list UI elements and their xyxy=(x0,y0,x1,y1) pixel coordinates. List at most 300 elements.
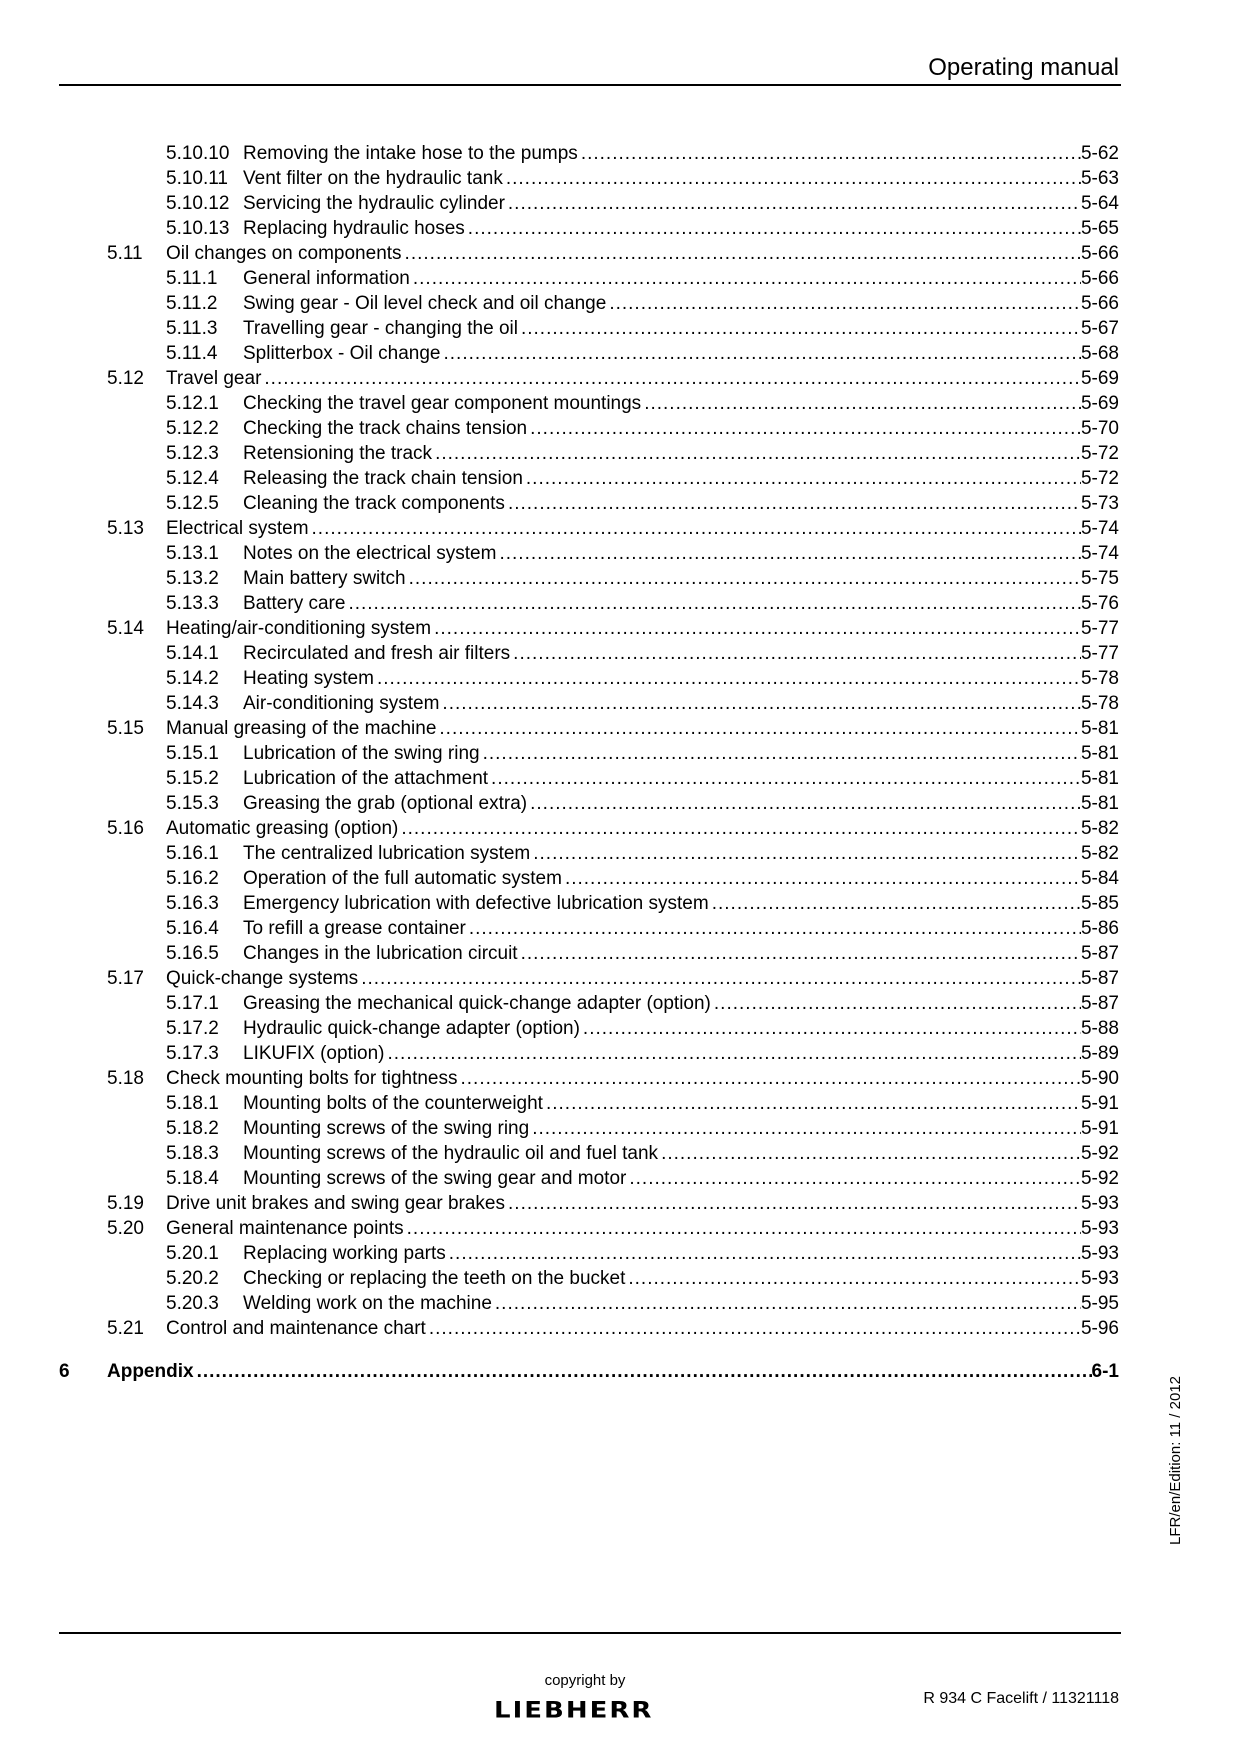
toc-entry-title: Air-conditioning system xyxy=(243,693,440,714)
toc-entry xyxy=(0,691,1240,716)
dot-leader xyxy=(625,1266,1081,1291)
toc-entry-title: Appendix xyxy=(107,1361,194,1382)
dot-leader xyxy=(404,1216,1081,1241)
toc-entry-number: 5.20.3 xyxy=(166,1293,219,1314)
toc-entry-title: To refill a grease container xyxy=(243,918,466,939)
toc-entry-line xyxy=(243,666,1119,691)
toc-entry-title: Checking the travel gear component mountings xyxy=(243,393,642,414)
toc-entry-line xyxy=(243,741,1119,766)
toc-entry-title: Electrical system xyxy=(166,518,309,539)
toc-entry-number: 5.10.13 xyxy=(166,218,230,239)
dot-leader xyxy=(523,466,1081,491)
toc-entry-title: The centralized lubrication system xyxy=(243,843,531,864)
toc-entry-title: Mounting bolts of the counterweight xyxy=(243,1093,543,1114)
toc-entry xyxy=(0,1241,1240,1266)
toc-entry-page: 5-87 xyxy=(1080,968,1119,989)
toc-entry xyxy=(0,166,1240,191)
toc-entry xyxy=(0,1141,1240,1166)
toc-entry-number: 5.15.2 xyxy=(166,768,219,789)
toc-entry-line xyxy=(243,266,1119,291)
toc-entry-page: 5-74 xyxy=(1080,518,1119,539)
toc-entry-number: 5.20.1 xyxy=(166,1243,219,1264)
toc-entry xyxy=(0,1041,1240,1066)
toc-entry-number: 5.15.3 xyxy=(166,793,219,814)
toc-entry-number: 5.20.2 xyxy=(166,1268,219,1289)
toc-entry-number: 5.18.1 xyxy=(166,1093,219,1114)
toc-entry xyxy=(0,941,1240,966)
dot-leader xyxy=(606,291,1081,316)
toc-entry-title: Checking or replacing the teeth on the bucket xyxy=(243,1268,626,1289)
toc-entry-page: 5-92 xyxy=(1080,1168,1119,1189)
toc-entry-number: 5.16.1 xyxy=(166,843,219,864)
toc-entry-page: 5-84 xyxy=(1080,868,1119,889)
toc-entry-number: 5.17 xyxy=(107,968,144,989)
toc-entry-line xyxy=(243,866,1119,891)
toc-entry-line xyxy=(243,1141,1119,1166)
toc-entry-page: 5-74 xyxy=(1080,543,1119,564)
toc-entry xyxy=(0,791,1240,816)
toc-entry-number: 5.16 xyxy=(107,818,144,839)
header-rule xyxy=(59,84,1121,86)
toc-entry-page: 5-89 xyxy=(1080,1043,1119,1064)
toc-entry-title: Splitterbox - Oil change xyxy=(243,343,441,364)
toc-entry-line xyxy=(243,1241,1119,1266)
toc-entry-page: 5-82 xyxy=(1080,818,1119,839)
toc-entry xyxy=(0,1291,1240,1316)
dot-leader xyxy=(518,316,1081,341)
toc-entry-number: 5.13 xyxy=(107,518,144,539)
toc-entry-line xyxy=(243,766,1119,791)
dot-leader xyxy=(578,141,1081,166)
toc-entry-number: 5.13.1 xyxy=(166,543,219,564)
toc-entry-number: 5.11.3 xyxy=(166,318,218,339)
toc-entry-number: 5.11.4 xyxy=(166,343,218,364)
toc-entry-page: 5-87 xyxy=(1080,993,1119,1014)
toc-entry xyxy=(0,491,1240,516)
toc-entry xyxy=(0,741,1240,766)
toc-entry-line xyxy=(243,991,1119,1016)
liebherr-logo: LIEBHERR xyxy=(494,1698,654,1724)
toc-entry-line xyxy=(243,191,1119,216)
dot-leader xyxy=(261,366,1081,391)
toc-entry-line xyxy=(243,566,1119,591)
toc-entry-number: 5.18.2 xyxy=(166,1118,219,1139)
toc-entry-page: 5-82 xyxy=(1080,843,1119,864)
dot-leader xyxy=(711,991,1081,1016)
toc-entry-line xyxy=(243,941,1119,966)
toc-entry-number: 5.18.3 xyxy=(166,1143,219,1164)
toc-entry-page: 5-95 xyxy=(1080,1293,1119,1314)
toc-entry-number: 5.15.1 xyxy=(166,743,219,764)
dot-leader xyxy=(432,441,1081,466)
toc-entry-line xyxy=(243,491,1119,516)
toc-entry-number: 5.17.1 xyxy=(166,993,219,1014)
toc-entry-title: Retensioning the track xyxy=(243,443,433,464)
toc-entry xyxy=(0,916,1240,941)
toc-entry-page: 5-91 xyxy=(1080,1118,1119,1139)
toc-entry-page: 5-81 xyxy=(1080,743,1119,764)
dot-leader xyxy=(406,566,1081,591)
dot-leader xyxy=(505,1191,1081,1216)
toc-entry-page: 5-73 xyxy=(1080,493,1119,514)
toc-entry-number: 5.14 xyxy=(107,618,144,639)
toc-entry-line xyxy=(166,516,1119,541)
toc-entry-number: 5.10.12 xyxy=(166,193,230,214)
toc-entry-page: 5-93 xyxy=(1080,1218,1119,1239)
toc-entry-number: 5.13.3 xyxy=(166,593,219,614)
toc-entry-number: 5.18.4 xyxy=(166,1168,219,1189)
dot-leader xyxy=(465,216,1081,241)
toc-entry-number: 5.14.1 xyxy=(166,643,219,664)
footer-rule xyxy=(59,1632,1121,1634)
toc-entry-line xyxy=(166,1316,1119,1341)
toc-entry-page: 5-96 xyxy=(1080,1318,1119,1339)
dot-leader xyxy=(385,1041,1081,1066)
toc-entry-number: 5.16.5 xyxy=(166,943,219,964)
toc-entry-title: Automatic greasing (option) xyxy=(166,818,399,839)
dot-leader xyxy=(658,1141,1081,1166)
dot-leader xyxy=(530,841,1081,866)
toc-entry-title: Greasing the mechanical quick-change adapter (option) xyxy=(243,993,711,1014)
toc-entry-page: 5-76 xyxy=(1080,593,1119,614)
toc-entry-title: Manual greasing of the machine xyxy=(166,718,437,739)
toc-entry-line xyxy=(243,141,1119,166)
dot-leader xyxy=(374,666,1081,691)
toc-entry-line xyxy=(243,1266,1119,1291)
toc-entry-page: 5-68 xyxy=(1080,343,1119,364)
toc-entry xyxy=(0,1166,1240,1191)
dot-leader xyxy=(431,616,1081,641)
toc-entry-line xyxy=(243,316,1119,341)
toc-entry-line xyxy=(243,341,1119,366)
toc-entry-page: 5-86 xyxy=(1080,918,1119,939)
toc-entry-title: Removing the intake hose to the pumps xyxy=(243,143,578,164)
toc-entry-title: General information xyxy=(243,268,410,289)
dot-leader xyxy=(492,1291,1081,1316)
toc-entry-title: Checking the track chains tension xyxy=(243,418,528,439)
toc-entry-title: Heating system xyxy=(243,668,374,689)
toc-entry-page: 5-92 xyxy=(1080,1143,1119,1164)
toc-entry xyxy=(0,891,1240,916)
toc-entry-line xyxy=(243,441,1119,466)
dot-leader xyxy=(503,166,1081,191)
dot-leader xyxy=(562,866,1081,891)
toc-entry-title: Battery care xyxy=(243,593,346,614)
dot-leader xyxy=(496,541,1081,566)
toc-entry-page: 5-85 xyxy=(1080,893,1119,914)
toc-entry-title: Releasing the track chain tension xyxy=(243,468,523,489)
dot-leader xyxy=(505,491,1081,516)
toc-entry-title: Changes in the lubrication circuit xyxy=(243,943,518,964)
dot-leader xyxy=(402,241,1081,266)
toc-entry xyxy=(0,216,1240,241)
dot-leader xyxy=(529,1116,1081,1141)
toc-entry-title: Heating/air-conditioning system xyxy=(166,618,432,639)
toc-entry-page: 5-62 xyxy=(1080,143,1119,164)
toc-entry-line xyxy=(166,1066,1119,1091)
toc-entry-title: Servicing the hydraulic cylinder xyxy=(243,193,505,214)
toc-entry-title: Replacing hydraulic hoses xyxy=(243,218,465,239)
dot-leader xyxy=(580,1016,1081,1041)
toc-entry-line xyxy=(243,1291,1119,1316)
toc-entry-line xyxy=(243,691,1119,716)
dot-leader xyxy=(458,1066,1081,1091)
toc-entry-page: 5-75 xyxy=(1080,568,1119,589)
edition-note: LFR/en/Edition: 11 / 2012 xyxy=(1167,1376,1184,1545)
toc-entry-line xyxy=(166,241,1119,266)
toc-entry-line xyxy=(243,591,1119,616)
toc-entry-page: 5-66 xyxy=(1080,268,1119,289)
toc-entry-page: 6-1 xyxy=(1091,1361,1119,1382)
toc-entry-number: 5.10.10 xyxy=(166,143,230,164)
toc-entry-line xyxy=(243,391,1119,416)
toc-entry-title: Mounting screws of the hydraulic oil and fuel tank xyxy=(243,1143,659,1164)
toc-entry-page: 5-91 xyxy=(1080,1093,1119,1114)
toc-entry xyxy=(0,1091,1240,1116)
toc-entry-number: 5.12.1 xyxy=(166,393,219,414)
toc-entry-number: 5.10.11 xyxy=(166,168,228,189)
dot-leader xyxy=(505,191,1081,216)
toc-entry xyxy=(0,516,1240,541)
toc-entry-number: 5.16.4 xyxy=(166,918,219,939)
toc-entry-title: Notes on the electrical system xyxy=(243,543,497,564)
toc-entry-page: 5-77 xyxy=(1080,643,1119,664)
toc-entry xyxy=(0,1016,1240,1041)
toc-entry-line xyxy=(166,816,1119,841)
toc-entry-title: Quick-change systems xyxy=(166,968,359,989)
toc-entry-page: 5-72 xyxy=(1080,443,1119,464)
toc-entry-number: 5.12.4 xyxy=(166,468,219,489)
toc-entry-line xyxy=(243,541,1119,566)
toc-entry-number: 5.16.2 xyxy=(166,868,219,889)
toc-entry-line xyxy=(243,291,1119,316)
toc-entry-line xyxy=(166,966,1119,991)
toc-entry-number: 5.21 xyxy=(107,1318,144,1339)
toc-entry xyxy=(0,991,1240,1016)
toc-entry xyxy=(0,966,1240,991)
toc-entry-line xyxy=(243,1166,1119,1191)
toc-entry-number: 5.19 xyxy=(107,1193,144,1214)
toc-entry-line xyxy=(243,1091,1119,1116)
toc-entry-title: Greasing the grab (optional extra) xyxy=(243,793,528,814)
header-title: Operating manual xyxy=(928,54,1119,81)
toc-entry-title: Operation of the full automatic system xyxy=(243,868,562,889)
toc-entry-line xyxy=(243,641,1119,666)
toc-entry-number: 5.11.2 xyxy=(166,293,218,314)
dot-leader xyxy=(466,916,1081,941)
toc-entry xyxy=(0,841,1240,866)
toc-entry xyxy=(0,341,1240,366)
toc-entry-number: 5.11 xyxy=(107,243,143,264)
toc-entry-page: 5-93 xyxy=(1080,1268,1119,1289)
toc-entry xyxy=(0,266,1240,291)
toc-entry-page: 5-69 xyxy=(1080,368,1119,389)
dot-leader xyxy=(426,1316,1081,1341)
toc-entry-page: 5-67 xyxy=(1080,318,1119,339)
toc-entry-page: 5-70 xyxy=(1080,418,1119,439)
toc-entry-page: 5-87 xyxy=(1080,943,1119,964)
toc-entry xyxy=(0,591,1240,616)
dot-leader xyxy=(309,516,1081,541)
toc-entry-number: 6 xyxy=(59,1361,70,1382)
toc-entry-page: 5-93 xyxy=(1080,1193,1119,1214)
toc-entry xyxy=(0,241,1240,266)
toc-entry-title: Oil changes on components xyxy=(166,243,402,264)
toc-entry-number: 5.12 xyxy=(107,368,144,389)
dot-leader xyxy=(436,716,1081,741)
toc-entry-number: 5.15 xyxy=(107,718,144,739)
toc-entry-number: 5.17.3 xyxy=(166,1043,219,1064)
toc-entry xyxy=(0,641,1240,666)
toc-entry-number: 5.16.3 xyxy=(166,893,219,914)
toc-entry xyxy=(0,616,1240,641)
toc-entry-line xyxy=(166,616,1119,641)
dot-leader xyxy=(441,341,1081,366)
dot-leader xyxy=(345,591,1081,616)
toc-entry xyxy=(0,466,1240,491)
toc-entry-line xyxy=(243,891,1119,916)
toc-entry-number: 5.11.1 xyxy=(166,268,218,289)
toc-entry-line xyxy=(243,1041,1119,1066)
toc-entry-number: 5.14.2 xyxy=(166,668,219,689)
toc-entry xyxy=(0,666,1240,691)
toc-entry-page: 5-66 xyxy=(1080,293,1119,314)
dot-leader xyxy=(488,766,1081,791)
toc-entry xyxy=(0,441,1240,466)
toc-entry-number: 5.18 xyxy=(107,1068,144,1089)
toc-entry-page: 5-81 xyxy=(1080,793,1119,814)
toc-entry-title: Lubrication of the swing ring xyxy=(243,743,480,764)
toc-entry-title: Welding work on the machine xyxy=(243,1293,492,1314)
toc-entry xyxy=(0,766,1240,791)
toc-entry-page: 5-63 xyxy=(1080,168,1119,189)
dot-leader xyxy=(543,1091,1081,1116)
toc-entry-title: Vent filter on the hydraulic tank xyxy=(243,168,503,189)
toc-entry-page: 5-78 xyxy=(1080,693,1119,714)
toc-entry-page: 5-90 xyxy=(1080,1068,1119,1089)
toc-entry-page: 5-93 xyxy=(1080,1243,1119,1264)
toc-entry-title: Replacing working parts xyxy=(243,1243,446,1264)
toc-entry xyxy=(0,816,1240,841)
toc-entry xyxy=(0,1191,1240,1216)
toc-entry-title: Swing gear - Oil level check and oil change xyxy=(243,293,607,314)
toc-entry-page: 5-81 xyxy=(1080,768,1119,789)
toc-entry-line xyxy=(243,841,1119,866)
toc-entry-title: Travelling gear - changing the oil xyxy=(243,318,518,339)
toc-entry-line xyxy=(166,366,1119,391)
toc-entry xyxy=(0,1316,1240,1341)
toc-entry-title: Travel gear xyxy=(166,368,262,389)
toc-entry-title: LIKUFIX (option) xyxy=(243,1043,385,1064)
toc-entry-title: Lubrication of the attachment xyxy=(243,768,489,789)
dot-leader xyxy=(446,1241,1081,1266)
toc-entry-title: Main battery switch xyxy=(243,568,406,589)
document-id: R 934 C Facelift / 11321118 xyxy=(923,1690,1119,1707)
toc-entry-page: 5-88 xyxy=(1080,1018,1119,1039)
toc-entry xyxy=(0,366,1240,391)
toc-entry xyxy=(0,541,1240,566)
toc-entry-title: Emergency lubrication with defective lubrication system xyxy=(243,893,709,914)
toc-entry-number: 5.13.2 xyxy=(166,568,219,589)
toc-entry xyxy=(0,141,1240,166)
toc-entry-line xyxy=(243,1016,1119,1041)
toc-entry-page: 5-78 xyxy=(1080,668,1119,689)
toc-entry xyxy=(0,291,1240,316)
toc-entry-line xyxy=(243,166,1119,191)
toc-entry-page: 5-69 xyxy=(1080,393,1119,414)
toc-entry-page: 5-81 xyxy=(1080,718,1119,739)
dot-leader xyxy=(527,416,1081,441)
dot-leader xyxy=(410,266,1081,291)
toc-entry-number: 5.12.2 xyxy=(166,418,219,439)
toc-entry-number: 5.20 xyxy=(107,1218,144,1239)
dot-leader xyxy=(626,1166,1081,1191)
toc-entry xyxy=(0,416,1240,441)
dot-leader xyxy=(510,641,1081,666)
dot-leader xyxy=(480,741,1081,766)
toc-entry xyxy=(0,1116,1240,1141)
toc-entry-page: 5-64 xyxy=(1080,193,1119,214)
toc-entry-number: 5.14.3 xyxy=(166,693,219,714)
toc-entry xyxy=(0,316,1240,341)
toc-entry-line xyxy=(166,716,1119,741)
toc-entry-line xyxy=(243,1116,1119,1141)
toc-entry xyxy=(0,391,1240,416)
toc-entry xyxy=(0,1066,1240,1091)
toc-entry-title: Recirculated and fresh air filters xyxy=(243,643,511,664)
toc-entry-line xyxy=(243,466,1119,491)
toc-entry-line xyxy=(243,416,1119,441)
toc-entry-title: Cleaning the track components xyxy=(243,493,505,514)
toc-entry-number: 5.17.2 xyxy=(166,1018,219,1039)
toc-entry-number: 5.12.3 xyxy=(166,443,219,464)
toc-entry xyxy=(0,716,1240,741)
toc-entry-page: 5-72 xyxy=(1080,468,1119,489)
dot-leader xyxy=(358,966,1081,991)
toc-entry xyxy=(0,1216,1240,1241)
toc-entry-line xyxy=(243,916,1119,941)
toc-entry-title: Control and maintenance chart xyxy=(166,1318,426,1339)
toc-entry xyxy=(0,1266,1240,1291)
toc-entry xyxy=(0,566,1240,591)
toc-entry-title: Drive unit brakes and swing gear brakes xyxy=(166,1193,506,1214)
toc-entry-title: General maintenance points xyxy=(166,1218,404,1239)
toc-entry-title: Check mounting bolts for tightness xyxy=(166,1068,458,1089)
toc-entry xyxy=(0,191,1240,216)
dot-leader xyxy=(518,941,1081,966)
dot-leader xyxy=(641,391,1081,416)
toc-entry-title: Mounting screws of the swing gear and motor xyxy=(243,1168,627,1189)
toc-entry-line xyxy=(166,1216,1119,1241)
toc-entry-title: Hydraulic quick-change adapter (option) xyxy=(243,1018,580,1039)
toc-entry-line xyxy=(243,791,1119,816)
copyright-text: copyright by xyxy=(544,1672,626,1689)
toc-entry-line xyxy=(166,1191,1119,1216)
toc-entry xyxy=(0,866,1240,891)
toc-entry-page: 5-65 xyxy=(1080,218,1119,239)
toc-entry-number: 5.12.5 xyxy=(166,493,219,514)
dot-leader xyxy=(398,816,1081,841)
toc-entry-title: Mounting screws of the swing ring xyxy=(243,1118,530,1139)
dot-leader xyxy=(527,791,1081,816)
dot-leader xyxy=(709,891,1081,916)
toc-entry-line xyxy=(243,216,1119,241)
dot-leader xyxy=(194,1359,1092,1384)
toc-entry xyxy=(0,1359,1240,1384)
dot-leader xyxy=(439,691,1081,716)
toc-entry-page: 5-66 xyxy=(1080,243,1119,264)
toc-entry-page: 5-77 xyxy=(1080,618,1119,639)
